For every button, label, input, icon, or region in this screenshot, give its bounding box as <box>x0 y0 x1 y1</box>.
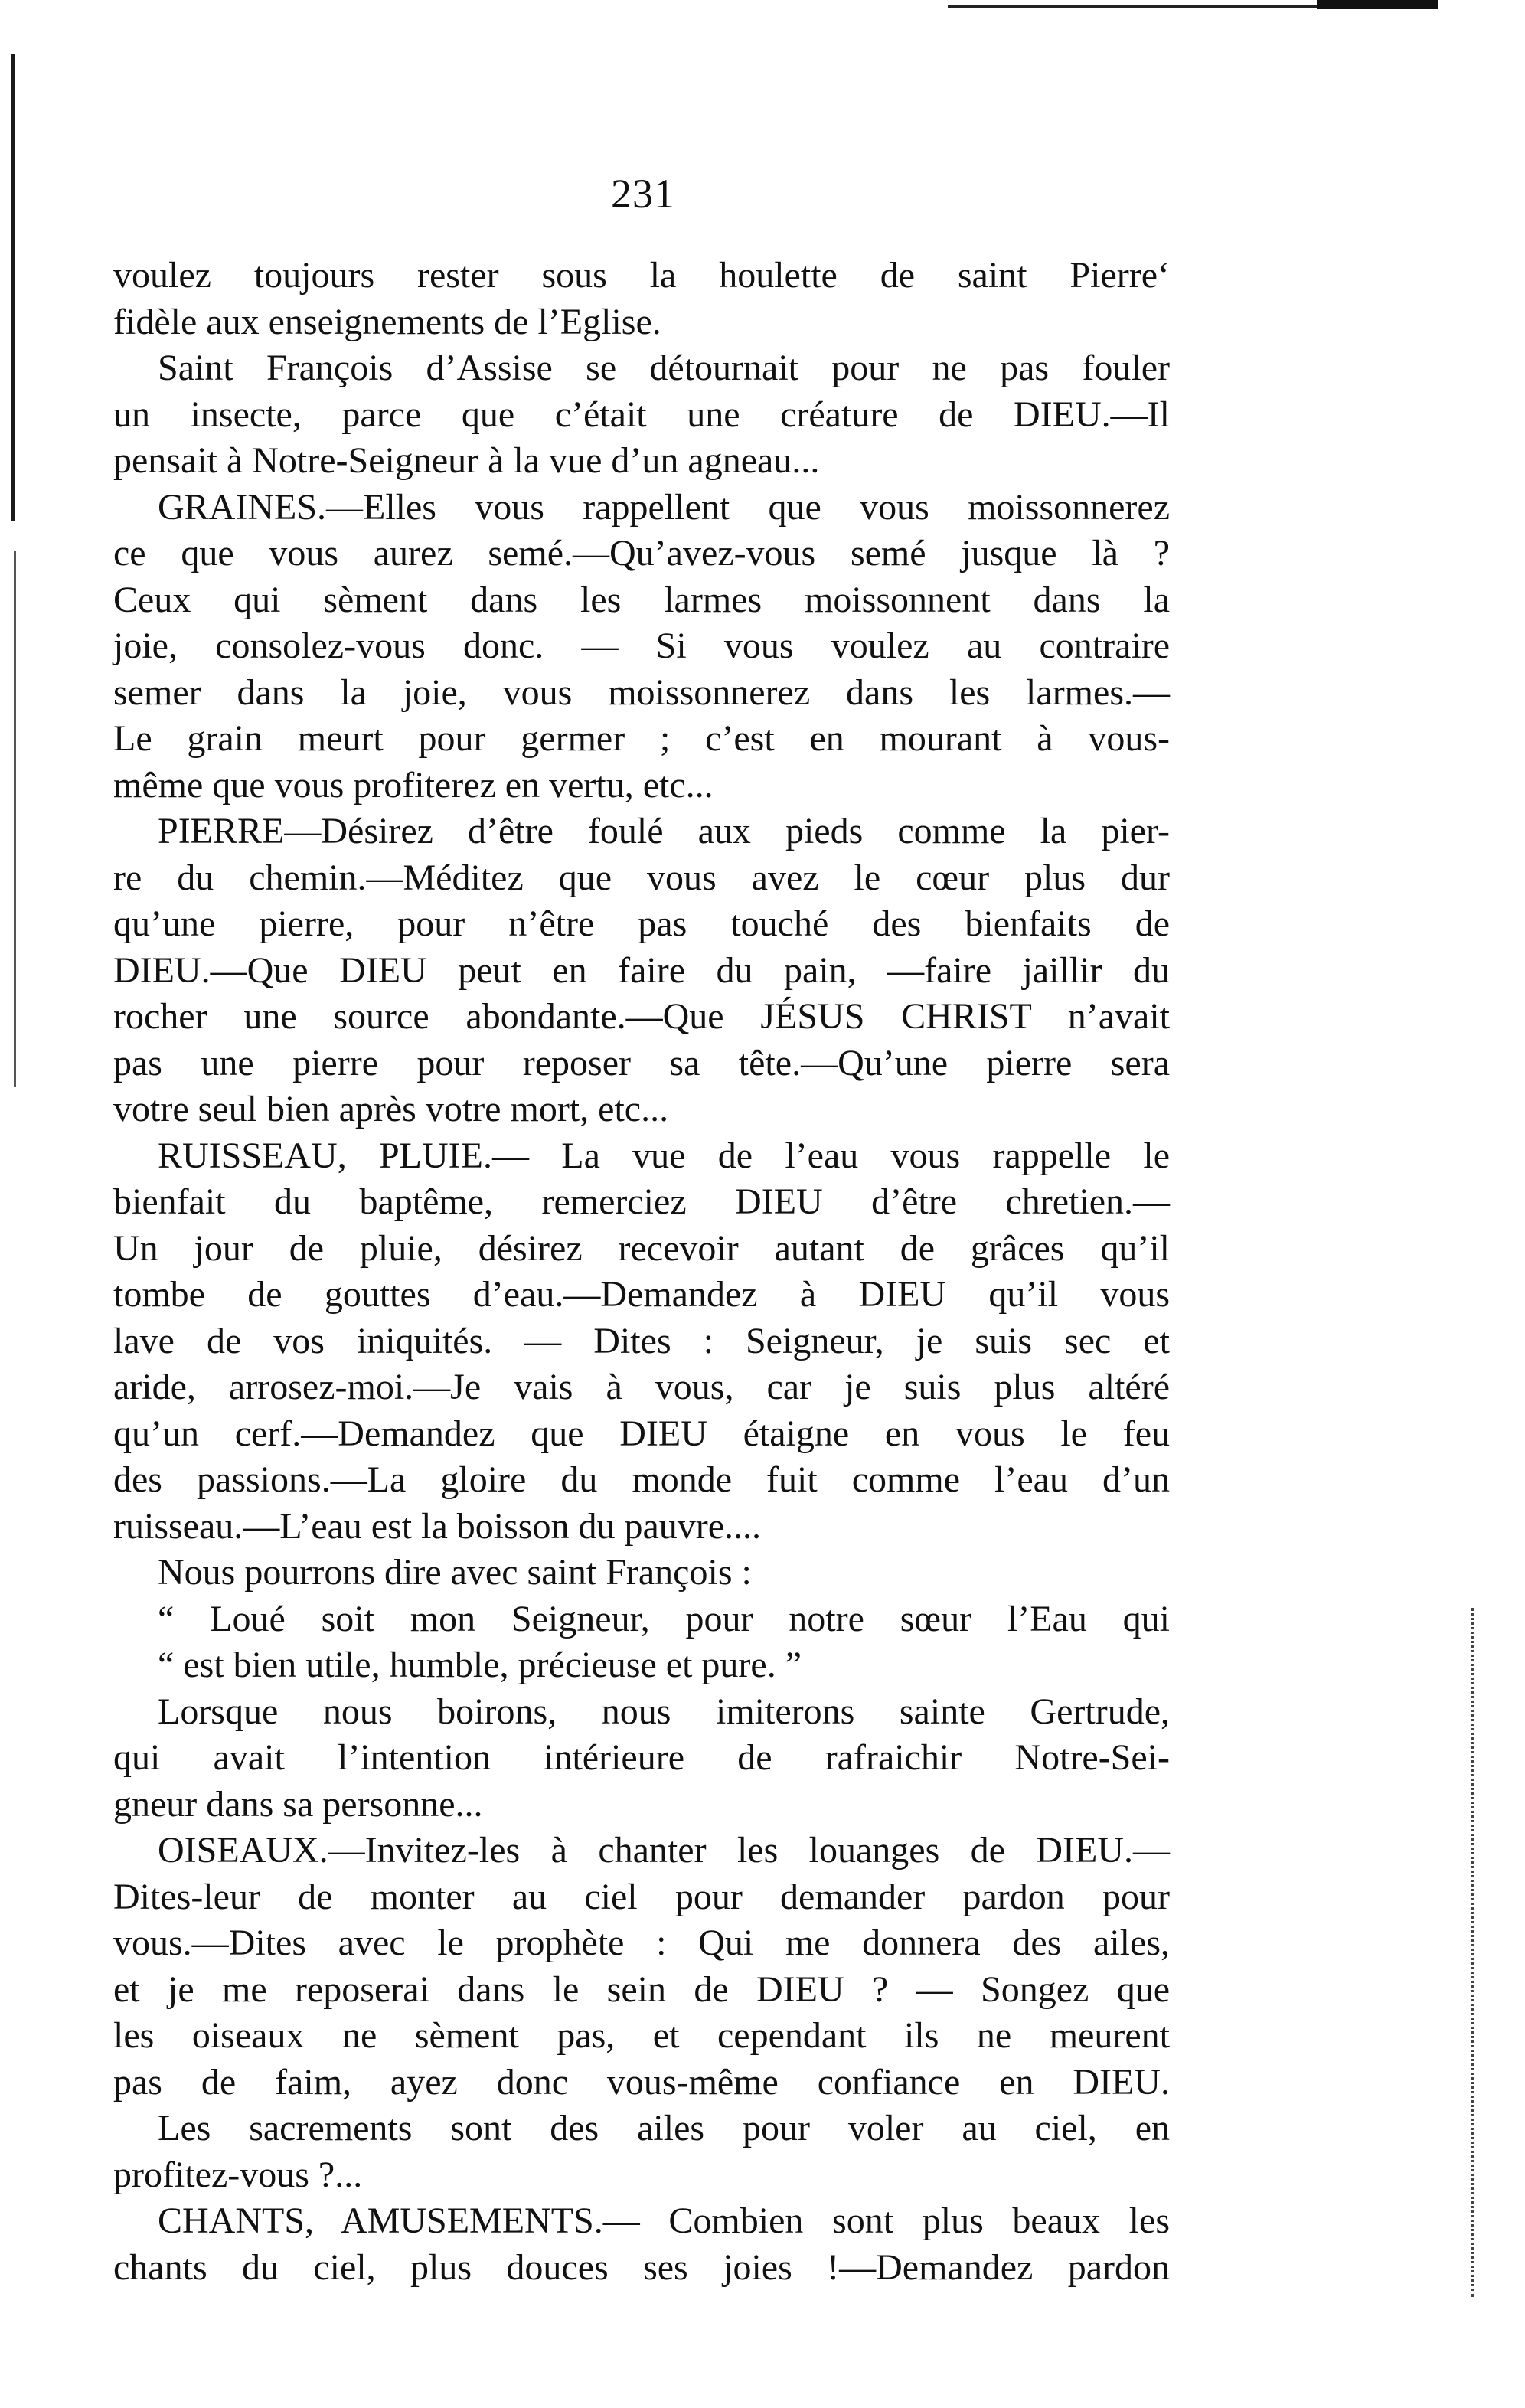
text-line: “ Loué soit mon Seigneur, pour notre sœur l’Eau qui <box>158 1598 1170 1639</box>
text-line: CHANTS, AMUSEMENTS.— Combien sont plus beaux les <box>158 2201 1170 2241</box>
text-line: qui avait l’intention intérieure de rafraichir Notre-Sei- <box>113 1737 1170 1778</box>
text-line: “ est bien utile, humble, précieuse et pure. ” <box>158 1645 802 1685</box>
scan-right-specks <box>1471 1608 1478 2297</box>
text-line: un insecte, parce que c’était une créature de DIEU.—Il <box>113 394 1170 435</box>
text-line: profitez-vous ?... <box>113 2154 363 2195</box>
text-line: même que vous profiterez en vertu, etc... <box>113 764 714 805</box>
page-number: 231 <box>611 171 675 217</box>
text-line: re du chemin.—Méditez que vous avez le cœur plus dur <box>113 857 1170 898</box>
scan-left-edge <box>11 54 15 521</box>
text-line: Dites-leur de monter au ciel pour demander pardon pour <box>113 1876 1170 1917</box>
text-line: tombe de gouttes d’eau.—Demandez à DIEU qu’il vous <box>113 1274 1170 1315</box>
text-line: fidèle aux enseignements de l’Eglise. <box>113 301 661 342</box>
scan-left-edge-lower <box>14 551 16 1087</box>
text-line: Ceux qui sèment dans les larmes moissonnent dans la <box>113 579 1170 620</box>
text-line: joie, consolez-vous donc. — Si vous voulez au contraire <box>113 626 1170 666</box>
text-line: ruisseau.—L’eau est la boisson du pauvre.... <box>113 1505 762 1547</box>
text-line: Un jour de pluie, désirez recevoir autant de grâces qu’il <box>113 1227 1170 1269</box>
text-line: OISEAUX.—Invitez-les à chanter les louanges de DIEU.— <box>158 1830 1170 1871</box>
text-line: rocher une source abondante.—Que JÉSUS CHRIST n’avait <box>113 996 1170 1037</box>
text-line: pensait à Notre-Seigneur à la vue d’un agneau... <box>113 440 820 481</box>
text-line: PIERRE—Désirez d’être foulé aux pieds comme la pier- <box>158 811 1170 851</box>
text-line: lave de vos iniquités. — Dites : Seigneur, je suis sec et <box>113 1320 1170 1361</box>
text-line: DIEU.—Que DIEU peut en faire du pain, —faire jaillir du <box>113 949 1170 991</box>
text-line: GRAINES.—Elles vous rappellent que vous moissonnerez <box>158 486 1170 528</box>
text-line: aride, arrosez-moi.—Je vais à vous, car je suis plus altéré <box>113 1367 1170 1407</box>
text-line: des passions.—La gloire du monde fuit comme l’eau d’un <box>113 1459 1170 1500</box>
text-line: gneur dans sa personne... <box>113 1783 483 1825</box>
text-line: voulez toujours rester sous la houlette de saint Pierre‘ <box>113 255 1170 296</box>
text-line: les oiseaux ne sèment pas, et cependant ils ne meurent <box>113 2015 1170 2056</box>
text-line: vous.—Dites avec le prophète : Qui me donnera des ailes, <box>113 1923 1170 1963</box>
text-line: Lorsque nous boirons, nous imiterons sainte Gertrude, <box>158 1691 1170 1732</box>
text-line: RUISSEAU, PLUIE.— La vue de l’eau vous rappelle le <box>158 1135 1170 1176</box>
text-line: bienfait du baptême, remerciez DIEU d’être chretien.— <box>113 1181 1170 1222</box>
text-line: Le grain meurt pour germer ; c’est en mourant à vous- <box>113 718 1170 759</box>
text-line: qu’une pierre, pour n’être pas touché des bienfaits de <box>113 903 1170 944</box>
text-line: semer dans la joie, vous moissonnerez dans les larmes.— <box>113 671 1170 713</box>
text-line: ce que vous aurez semé.—Qu’avez-vous semé jusque là ? <box>113 533 1170 573</box>
text-line: pas de faim, ayez donc vous-même confiance en DIEU. <box>113 2061 1170 2103</box>
text-line: chants du ciel, plus douces ses joies !—Demandez pardon <box>113 2246 1170 2288</box>
body-text <box>113 253 1170 2291</box>
scan-top-rule-thick <box>1317 0 1438 9</box>
text-line: et je me reposerai dans le sein de DIEU ? — Songez que <box>113 1969 1170 2010</box>
text-line: votre seul bien après votre mort, etc... <box>113 1089 669 1129</box>
text-line: pas une pierre pour reposer sa tête.—Qu’une pierre sera <box>113 1042 1170 1083</box>
text-line: Les sacrements sont des ailes pour voler au ciel, en <box>158 2108 1170 2148</box>
text-line: qu’un cerf.—Demandez que DIEU étaigne en vous le feu <box>113 1413 1170 1454</box>
text-line: Nous pourrons dire avec saint François : <box>158 1552 752 1593</box>
text-line: Saint François d’Assise se détournait pour ne pas fouler <box>158 348 1170 388</box>
